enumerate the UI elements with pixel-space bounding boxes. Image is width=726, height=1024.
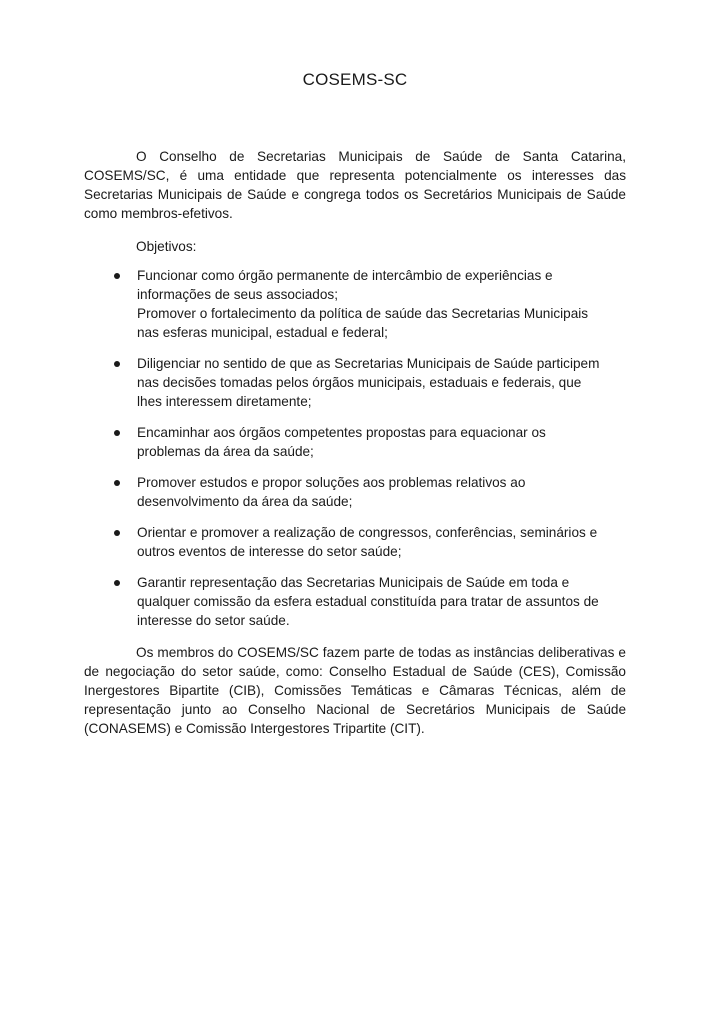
closing-paragraph: Os membros do COSEMS/SC fazem parte de todas as instâncias deliberativas e de negociação do setor saúde, como: Conselho Estadual de Saúde (CES), Comissão Inergestores Bipartite (CIB), Comissões Temáticas e Câmaras Técnicas, além de representação junto ao Conselho Nacional de Secretários Municipais de Saúde (CONASEMS) e Comissão Intergestores Tripartite (CIT). [84,645,626,736]
objective-extra-text: Promover o fortalecimento da política de saúde das Secretarias Municipais nas esferas municipal, estadual e federal; [137,306,589,340]
list-item [84,423,607,461]
bullet-icon [114,361,120,367]
bullet-icon [114,530,120,536]
list-item [84,266,607,342]
objectives-label: Objetivos: [136,239,197,254]
bullet-icon [114,580,120,586]
bullet-icon [114,273,120,279]
document-page [84,70,626,738]
objective-text: Promover estudos e propor soluções aos problemas relativos ao desenvolvimento da área da saúde; [137,475,526,509]
document-title: COSEMS-SC [302,70,408,89]
intro-paragraph: O Conselho de Secretarias Municipais de Saúde de Santa Catarina, COSEMS/SC, é uma entidade que representa potencialmente os interesses das Secretarias Municipais de Saúde e congrega todos os Secretários Municipais de Saúde como membros-efetivos. [84,149,626,221]
objective-text: Funcionar como órgão permanente de intercâmbio de experiências e informações de seus associados; [137,268,553,302]
objective-text: Garantir representação das Secretarias Municipais de Saúde em toda e qualquer comissão da esfera estadual constituída para tratar de assuntos de interesse do setor saúde. [137,575,599,628]
list-item [84,354,607,411]
bullet-icon [114,430,120,436]
objective-text: Diligenciar no sentido de que as Secretarias Municipais de Saúde participem nas decisões tomadas pelos órgãos municipais, estaduais e federais, que lhes interessem diretamente; [137,356,600,409]
objective-text: Orientar e promover a realização de congressos, conferências, seminários e outros eventos de interesse do setor saúde; [137,525,598,559]
objectives-list [84,266,626,630]
list-item [84,573,607,630]
objective-text: Encaminhar aos órgãos competentes propostas para equacionar os problemas da área da saúde; [137,425,546,459]
list-item [84,523,607,561]
list-item [84,473,607,511]
bullet-icon [114,480,120,486]
